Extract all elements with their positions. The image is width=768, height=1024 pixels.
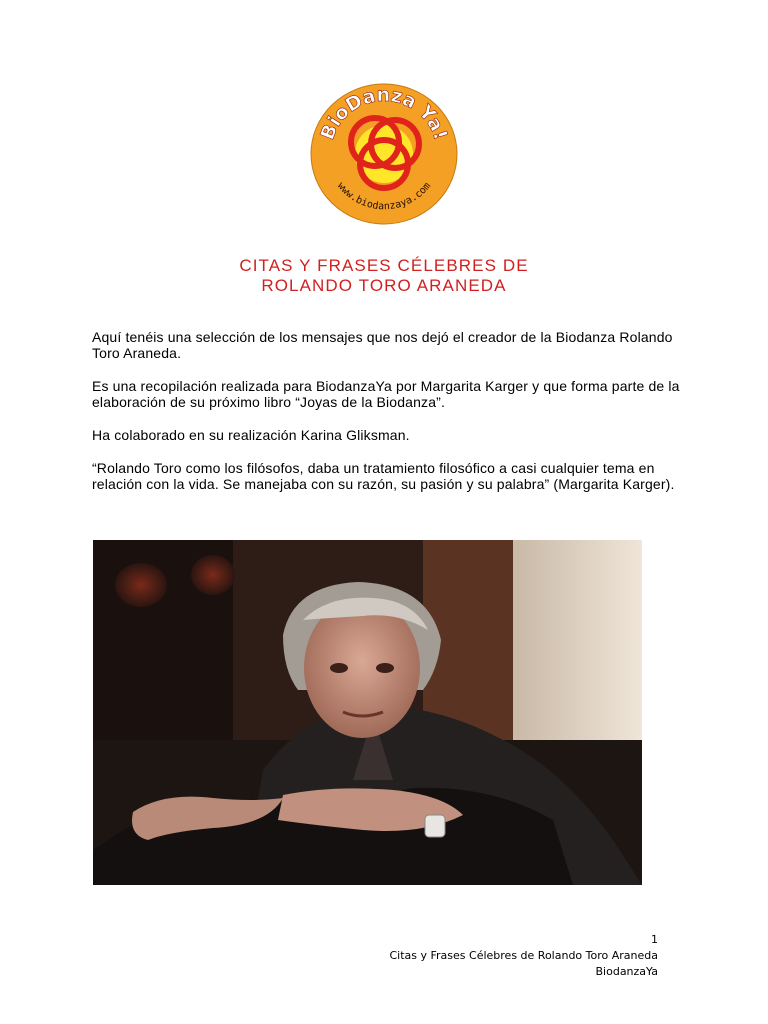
footer-doc-title: Citas y Frases Célebres de Rolando Toro Araneda bbox=[389, 949, 658, 962]
logo-brand-text: BioDanza Ya! bbox=[316, 83, 452, 143]
paragraph-quote: “Rolando Toro como los filósofos, daba un tratamiento filosófico a casi cualquier tema en relación con la vida. Se manejaba con su razón, su pasión y su palabra” (Margarita Karger). bbox=[92, 460, 675, 492]
document-body bbox=[92, 329, 692, 509]
document-title bbox=[0, 256, 768, 296]
biodanzaya-logo bbox=[309, 82, 459, 226]
page-number: 1 bbox=[651, 933, 658, 946]
page-footer bbox=[389, 932, 658, 980]
title-line-1: CITAS Y FRASES CÉLEBRES DE bbox=[239, 256, 529, 275]
title-line-2: ROLANDO TORO ARANEDA bbox=[261, 276, 507, 295]
portrait-illustration bbox=[93, 540, 642, 885]
paragraph-compilation: Es una recopilación realizada para BiodanzaYa por Margarita Karger y que forma parte de la elaboración de su próximo libro “Joyas de la Biodanza”. bbox=[92, 378, 680, 410]
footer-site: BiodanzaYa bbox=[595, 965, 658, 978]
paragraph-collaboration: Ha colaborado en su realización Karina Gliksman. bbox=[92, 427, 410, 443]
portrait-photo bbox=[93, 540, 642, 885]
paragraph-intro: Aquí tenéis una selección de los mensajes que nos dejó el creador de la Biodanza Rolando Toro Araneda. bbox=[92, 329, 673, 361]
logo-graphic bbox=[309, 82, 459, 226]
logo-url-text: www.biodanzaya.com bbox=[334, 180, 434, 213]
